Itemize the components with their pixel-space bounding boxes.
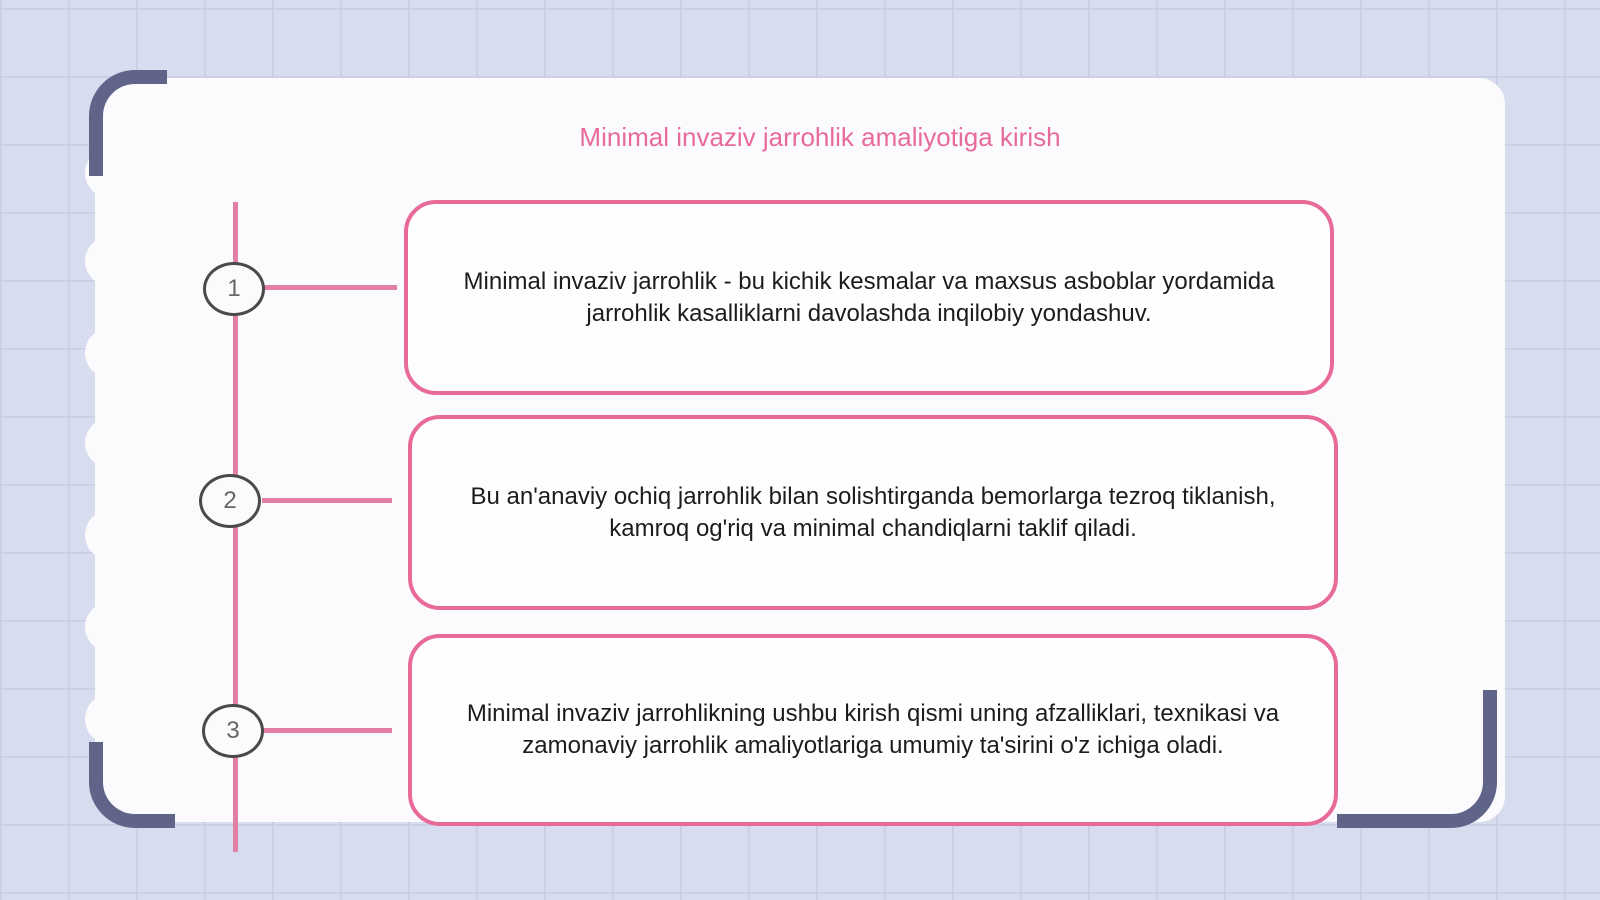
page-title: Minimal invaziv jarrohlik amaliyotiga kirish xyxy=(579,122,1061,152)
notebook-hole xyxy=(85,696,125,742)
frame-corner-bottom-left xyxy=(89,742,175,828)
notebook-hole xyxy=(85,330,125,376)
step-card xyxy=(404,200,1334,395)
step-text: Minimal invaziv jarrohlik - bu kichik kesmalar va maxsus asboblar yordamida jarrohlik kasalliklarni davolashda inqilobiy yondashuv. xyxy=(463,267,1275,327)
step-text: Minimal invaziv jarrohlikning ushbu kirish qismi uning afzalliklari, texnikasi va zamonaviy jarrohlik amaliyotlariga umumiy ta'sirini o'z ichiga oladi. xyxy=(466,700,1280,759)
frame-corner-bottom-right xyxy=(1337,690,1497,828)
notebook-hole xyxy=(85,238,125,284)
step-card xyxy=(408,634,1338,826)
step-number-badge: 1 xyxy=(203,262,265,316)
notebook-hole xyxy=(85,512,125,558)
notebook-hole xyxy=(85,604,125,650)
timeline-connector xyxy=(262,728,392,733)
step-card xyxy=(408,415,1338,610)
notebook-hole xyxy=(85,420,125,466)
timeline-connector xyxy=(262,498,392,503)
timeline-connector xyxy=(262,285,397,290)
step-number-badge: 3 xyxy=(202,704,264,758)
step-text: Bu an'anaviy ochiq jarrohlik bilan solishtirganda bemorlarga tezroq tiklanish, kamroq og'riq va minimal chandiqlarni taklif qiladi. xyxy=(470,482,1276,542)
step-number-badge: 2 xyxy=(199,474,261,528)
